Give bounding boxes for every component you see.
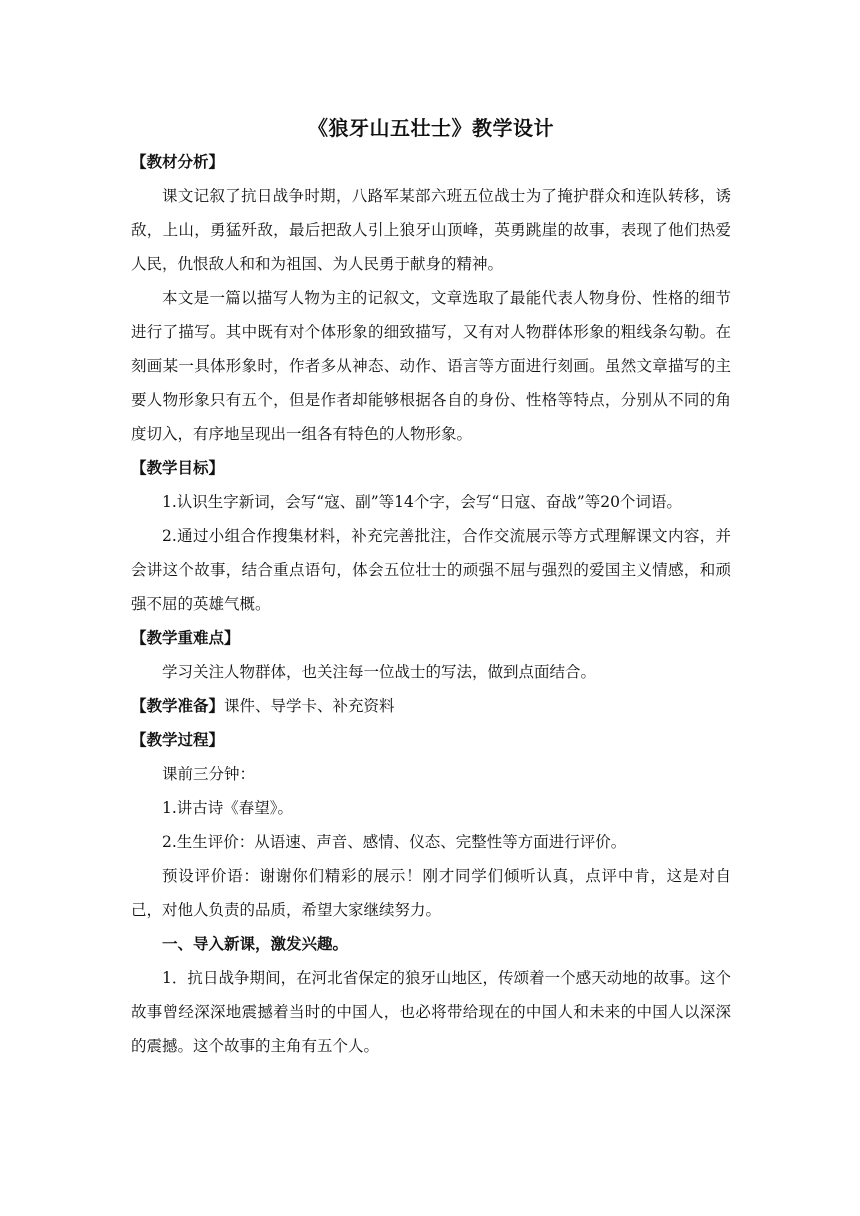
paragraph: 预设评价语：谢谢你们精彩的展示！刚才同学们倾听认真，点评中肯，这是对自己，对他人负责的品质，希望大家继续努力。 bbox=[131, 867, 731, 919]
goal-item: 1.认识生字新词，会写“寇、副”等14个字，会写“日寇、奋战”等20个词语。 bbox=[162, 493, 682, 511]
section-heading-goals: 【教学目标】 bbox=[131, 459, 225, 477]
paragraph: 1．抗日战争期间，在河北省保定的狼牙山地区，传颂着一个感天动地的故事。这个故事曾经深深地震撼着当时的中国人，也必将带给现在的中国人和未来的中国人以深深的震撼。这个故事的主角有五个人。 bbox=[131, 969, 731, 1055]
document-body bbox=[131, 112, 731, 1063]
preparation-text: 课件、导学卡、补充资料 bbox=[224, 697, 395, 715]
paragraph: 2.生生评价：从语速、声音、感情、仪态、完整性等方面进行评价。 bbox=[162, 833, 627, 851]
paragraph: 学习关注人物群体，也关注每一位战士的写法，做到点面结合。 bbox=[162, 663, 597, 681]
section-heading-analysis: 【教材分析】 bbox=[131, 153, 225, 171]
paragraph: 本文是一篇以描写人物为主的记叙文，文章选取了最能代表人物身份、性格的细节进行了描写。其中既有对个体形象的细致描写，又有对人物群体形象的粗线条勾勒。在刻画某一具体形象时，作者多从神态、动作、语言等方面进行刻画。虽然文章描写的主要人物形象只有五个，但是作者却能够根据各自的身份、性格等特点，分别从不同的角度切入，有序地呈现出一组各有特色的人物形象。 bbox=[131, 289, 731, 443]
step-heading: 一、导入新课，激发兴趣。 bbox=[162, 935, 349, 953]
document-title: 《狼牙山五壮士》教学设计 bbox=[308, 116, 554, 140]
section-heading-keypoints: 【教学重难点】 bbox=[131, 629, 240, 647]
paragraph: 课文记叙了抗日战争时期，八路军某部六班五位战士为了掩护群众和连队转移，诱敌，上山，勇猛歼敌，最后把敌人引上狼牙山顶峰，英勇跳崖的故事，表现了他们热爱人民，仇恨敌人和和为祖国、为人民勇于献身的精神。 bbox=[131, 187, 731, 273]
paragraph: 课前三分钟： bbox=[162, 765, 256, 783]
paragraph: 1.讲古诗《春望》。 bbox=[162, 799, 294, 817]
section-heading-process: 【教学过程】 bbox=[131, 731, 225, 749]
section-heading-preparation: 【教学准备】 bbox=[131, 697, 225, 715]
section-preparation bbox=[131, 689, 731, 723]
goal-item: 2.通过小组合作搜集材料，补充完善批注，合作交流展示等方式理解课文内容，并会讲这个故事，结合重点语句，体会五位壮士的顽强不屈与强烈的爱国主义情感，和顽强不屈的英雄气概。 bbox=[131, 527, 731, 613]
